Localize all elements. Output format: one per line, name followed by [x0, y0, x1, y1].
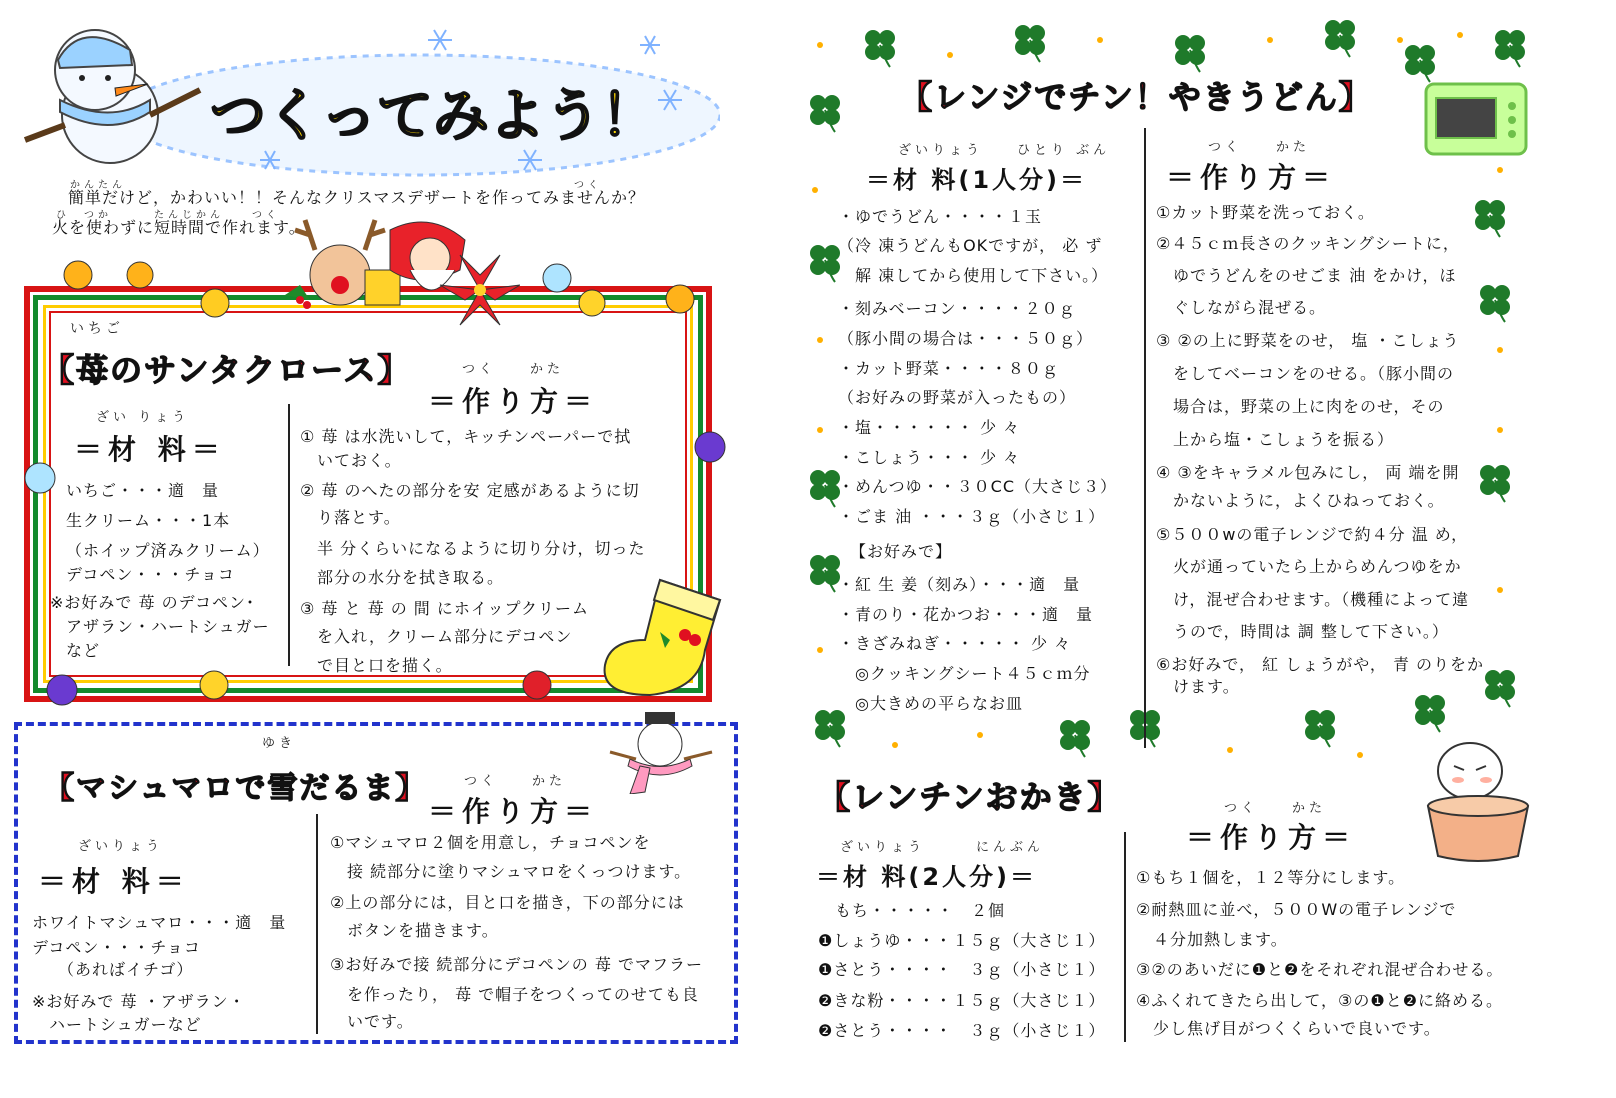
ingredient-line: ・刻みベーコン・・・・２０ｇ	[838, 299, 1076, 318]
optional-line: ◎大きめの平らなお皿	[838, 694, 1023, 713]
column-divider	[288, 404, 290, 666]
howto-ruby: つく かた	[1208, 140, 1311, 155]
howto-ruby: つく かた	[464, 774, 567, 789]
ingredient-line: ❷さとう・・・・ ３ｇ（小さじ１）	[818, 1021, 1106, 1040]
step-line: 部分の水分を拭き取る。	[300, 568, 505, 587]
microwave-icon	[1424, 82, 1530, 160]
page-title: つくってみよう！	[210, 84, 657, 149]
step-line: ボタンを描きます。	[330, 921, 499, 940]
ingredient-line: ※お好みで 苺 ・アザラン・	[32, 992, 246, 1011]
step-line: ② 苺 のへたの部分を安 定感があるように切	[300, 481, 640, 500]
ingredient-line: （あればイチゴ）	[32, 960, 194, 979]
okaki-bowl-icon	[1418, 736, 1538, 866]
optional-heading: 【お好みで】	[850, 542, 953, 561]
udon-title: 【レンジでチン！やきうどん】	[900, 78, 1373, 116]
column-divider	[1144, 128, 1146, 748]
ingredient-line: （ホイップ済みクリーム）	[66, 541, 270, 560]
howto-heading: ＝作り方＝	[428, 795, 599, 828]
optional-line: ・青のり・花かつお・・・適 量	[838, 605, 1094, 624]
step-line: いておく。	[300, 451, 402, 470]
step-line: ４分加熱します。	[1136, 930, 1288, 949]
step-line: ②４５ｃｍ長さのクッキングシートに，	[1156, 234, 1460, 253]
step-line: を入れ，クリーム部分にデコペン	[300, 627, 573, 646]
step-line: ①カット野菜を洗っておく。	[1156, 203, 1375, 222]
howto-ruby: つく かた	[462, 362, 565, 377]
ingredient-line: ・こしょう・・・ 少 々	[838, 448, 1021, 467]
intro-ruby: ひ つか たんじかん つく	[56, 210, 280, 221]
ingredient-line: ホワイトマシュマロ・・・適 量	[32, 913, 287, 932]
materials-ruby: ざい りょう	[96, 410, 190, 425]
marshmallow-snowman-title: 【マシュマロで雪だるま】	[44, 771, 428, 806]
ingredient-line: デコペン・・・チョコ	[66, 565, 235, 584]
step-line: り落とす。	[300, 508, 401, 527]
step-line: 接 続部分に塗りマシュマロをくっつけます。	[330, 862, 692, 881]
intro-text: 火を使わずに短時間で作れます。	[52, 218, 306, 237]
step-line: ①もち１個を，１２等分にします。	[1136, 868, 1406, 887]
ingredient-line: ・めんつゆ・・３０CC（大さじ３）	[838, 477, 1118, 496]
optional-line: ◎クッキングシート４５ｃｍ分	[838, 664, 1091, 683]
ingredient-line: 解 凍してから使用して下さい。）	[838, 266, 1109, 285]
step-line: ④ふくれてきたら出して，③の❶と❷に絡める。	[1136, 991, 1504, 1010]
intro-ruby: かんたん つく	[70, 180, 602, 191]
ingredient-line: （冷 凍うどんもOKですが， 必 ず	[838, 236, 1103, 255]
step-line: ②上の部分には，目と口を描き，下の部分には	[330, 893, 685, 912]
howto-heading: ＝作り方＝	[1166, 161, 1337, 194]
step-line: を作ったり， 苺 で帽子をつくってのせても良	[330, 985, 699, 1004]
ingredient-line: ・ゆでうどん・・・・１玉	[838, 207, 1043, 226]
step-line: いです。	[330, 1012, 414, 1031]
howto-ruby: つく かた	[1224, 801, 1327, 816]
howto-heading: ＝作り方＝	[1186, 821, 1357, 854]
ingredient-line: デコペン・・・チョコ	[32, 938, 201, 957]
ingredient-line: （豚小間の場合は・・・５０ｇ）	[838, 329, 1094, 348]
materials-heading: ＝材 料(2人分)＝	[816, 863, 1037, 891]
step-line: ぐしながら混ぜる。	[1156, 298, 1327, 317]
section-ruby: いちご	[70, 321, 124, 337]
materials-ruby: ざいりょう ひとり ぶん	[898, 143, 1111, 158]
step-line: ④ ③をキャラメル包みにし， 両 端を開	[1156, 463, 1460, 482]
step-line: け，混ぜ合わせます。（機種によって違	[1156, 590, 1470, 609]
step-line: ⑤５００wの電子レンジで約４分 温 め，	[1156, 525, 1469, 544]
section-ruby: ゆき	[262, 736, 297, 751]
step-line: ゆでうどんをのせごま 油 をかけ，ほ	[1156, 266, 1457, 285]
ingredient-line: ❶しょうゆ・・・１５ｇ（大さじ１）	[818, 931, 1106, 950]
ingredient-line: ❶さとう・・・・ ３ｇ（小さじ１）	[818, 960, 1106, 979]
step-line: ③お好みで接 続部分にデコペンの 苺 でマフラー	[330, 955, 703, 974]
step-line: ③ ②の上に野菜をのせ， 塩 ・こしょう	[1156, 331, 1460, 350]
ingredient-line: アザラン・ハートシュガー	[66, 617, 270, 636]
step-line: けます。	[1156, 677, 1240, 696]
step-line: ②耐熱皿に並べ，５００Wの電子レンジで	[1136, 900, 1457, 919]
column-divider	[316, 814, 318, 1034]
materials-heading: ＝材 料(1人分)＝	[866, 166, 1087, 194]
step-line: ①マシュマロ２個を用意し，チョコペンを	[330, 833, 651, 852]
step-line: 少し焦げ目がつくくらいで良いです。	[1136, 1019, 1441, 1038]
materials-ruby: ざいりょう	[78, 839, 164, 854]
ingredient-line: など	[66, 641, 101, 660]
step-line: ③ 苺 と 苺 の 間 にホイップクリーム	[300, 599, 590, 618]
ingredient-line: ハートシュガーなど	[32, 1015, 202, 1034]
ingredient-line: ・塩・・・・・・ 少 々	[838, 418, 1021, 437]
ingredient-line: ❷きな粉・・・・１５ｇ（大さじ１）	[818, 991, 1106, 1010]
ingredient-line: ※お好みで 苺 のデコペン･	[50, 593, 255, 612]
step-line: ① 苺 は水洗いして，キッチンペーパーで拭	[300, 427, 632, 446]
ingredient-line: いちご・・・適 量	[66, 481, 220, 500]
christmas-decoration-icon	[270, 200, 520, 340]
materials-heading: ＝材 料＝	[74, 433, 226, 466]
snowman-scarf-icon	[600, 704, 730, 794]
step-line: 半 分くらいになるように切り分け，切った	[300, 539, 646, 558]
materials-ruby: ざいりょう にんぶん	[840, 840, 1045, 855]
optional-line: ・きざみねぎ・・・・・ 少 々	[838, 634, 1072, 653]
step-line: 場合は，野菜の上に肉をのせ，その	[1156, 397, 1445, 416]
step-line: ⑥お好みで， 紅 しょうがや， 青 のりをか	[1156, 655, 1485, 674]
stocking-icon	[590, 570, 730, 710]
step-line: かないように，よくひねっておく。	[1156, 491, 1445, 510]
step-line: をしてベーコンをのせる。（豚小間の	[1156, 364, 1455, 383]
materials-heading: ＝材 料＝	[38, 865, 190, 898]
step-line: で目と口を描く。	[300, 656, 453, 675]
ingredient-line: ・ごま 油 ・・・３ｇ（小さじ１）	[838, 507, 1106, 526]
step-line: 上から塩・こしょうを振る）	[1156, 430, 1395, 449]
optional-line: ・紅 生 姜（刻み）・・・適 量	[838, 575, 1081, 594]
intro-text: 簡単だけど，かわいい！！そんなクリスマスデザートを作ってみませんか？	[68, 188, 646, 207]
column-divider	[1124, 832, 1126, 1042]
step-line: ③②のあいだに❶と❷をそれぞれ混ぜ合わせる。	[1136, 960, 1504, 979]
howto-heading: ＝作り方＝	[428, 385, 599, 418]
step-line: 火が通っていたら上からめんつゆをか	[1156, 557, 1462, 576]
ingredient-line: 生クリーム・・・1本	[66, 511, 231, 530]
strawberry-santa-title: 【苺のサンタクロース】	[42, 351, 412, 389]
ingredient-line: もち・・・・・ ２個	[818, 901, 1006, 920]
okaki-title: 【レンチンおかき】	[818, 778, 1122, 816]
step-line: うので，時間は 調 整して下さい。）	[1156, 622, 1449, 641]
ingredient-line: （お好みの野菜が入ったもの）	[838, 388, 1077, 407]
ingredient-line: ・カット野菜・・・・８０ｇ	[838, 359, 1059, 378]
